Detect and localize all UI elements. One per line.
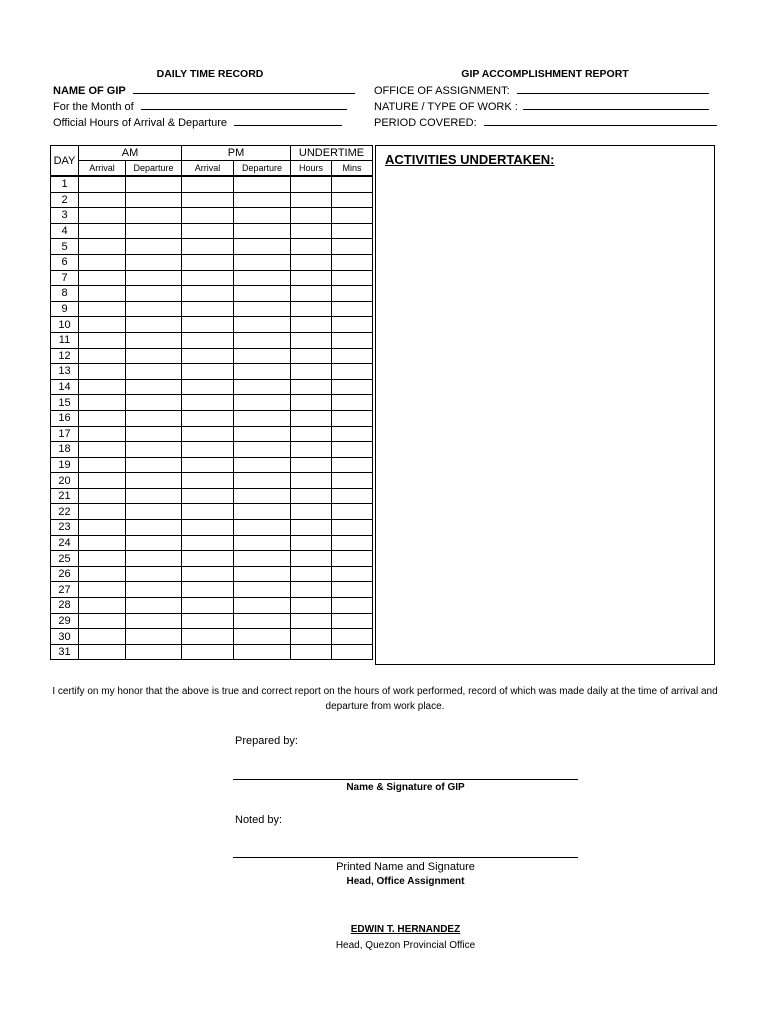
am-departure-cell[interactable]: [126, 301, 182, 317]
undertime-hours-cell[interactable]: [291, 348, 332, 364]
undertime-mins-cell[interactable]: [332, 488, 373, 504]
am-departure-cell[interactable]: [126, 223, 182, 239]
undertime-hours-cell[interactable]: [291, 364, 332, 380]
pm-departure-cell[interactable]: [234, 301, 291, 317]
pm-departure-cell[interactable]: [234, 566, 291, 582]
undertime-mins-cell[interactable]: [332, 582, 373, 598]
undertime-mins-cell[interactable]: [332, 395, 373, 411]
dtr-title: DAILY TIME RECORD: [156, 68, 264, 80]
day-number: 29: [51, 613, 79, 629]
nature-of-work-label: NATURE / TYPE OF WORK :: [374, 101, 518, 113]
pm-arrival-cell[interactable]: [182, 504, 234, 520]
pm-arrival-cell[interactable]: [182, 254, 234, 270]
undertime-hours-cell[interactable]: [291, 598, 332, 614]
am-arrival-cell[interactable]: [79, 520, 126, 536]
pm-arrival-cell[interactable]: [182, 488, 234, 504]
day-column-header: DAY: [51, 146, 79, 177]
pm-arrival-cell[interactable]: [182, 598, 234, 614]
am-arrival-cell[interactable]: [79, 208, 126, 224]
day-number: 9: [51, 301, 79, 317]
pm-arrival-cell[interactable]: [182, 582, 234, 598]
table-row: [51, 379, 373, 395]
table-row: [51, 364, 373, 380]
undertime-mins-cell[interactable]: [332, 613, 373, 629]
certification-text: I certify on my honor that the above is true and correct report on the hours of work performed, record of which was made daily at the time of arrival and departure from work place.: [52, 686, 718, 712]
official-title: Head, Quezon Provincial Office: [335, 940, 476, 951]
office-of-assignment-label: OFFICE OF ASSIGNMENT:: [374, 85, 510, 97]
am-arrival-cell[interactable]: [79, 410, 126, 426]
pm-departure-cell[interactable]: [234, 473, 291, 489]
day-number: 25: [51, 551, 79, 567]
pm-departure-cell[interactable]: [234, 442, 291, 458]
table-row: [51, 208, 373, 224]
table-row: [51, 395, 373, 411]
gip-report-title: GIP ACCOMPLISHMENT REPORT: [461, 68, 629, 80]
am-departure-cell[interactable]: [126, 317, 182, 333]
am-arrival-cell[interactable]: [79, 551, 126, 567]
am-departure-cell[interactable]: [126, 270, 182, 286]
am-departure-cell[interactable]: [126, 582, 182, 598]
pm-arrival-cell[interactable]: [182, 410, 234, 426]
pm-arrival-cell[interactable]: [182, 348, 234, 364]
table-row: [51, 239, 373, 255]
pm-departure-cell[interactable]: [234, 286, 291, 302]
undertime-hours-cell[interactable]: [291, 223, 332, 239]
month-field[interactable]: [53, 99, 347, 113]
pm-departure-cell[interactable]: [234, 348, 291, 364]
month-line: [141, 99, 347, 110]
am-departure-cell[interactable]: [126, 504, 182, 520]
table-row: [51, 317, 373, 333]
table-row: [51, 566, 373, 582]
pm-arrival-cell[interactable]: [182, 301, 234, 317]
undertime-hours-cell[interactable]: [291, 535, 332, 551]
pm-departure-cell[interactable]: [234, 644, 291, 660]
pm-departure-cell[interactable]: [234, 176, 291, 192]
pm-arrival-cell[interactable]: [182, 457, 234, 473]
am-departure-cell[interactable]: [126, 286, 182, 302]
day-number: 12: [51, 348, 79, 364]
official-hours-label: Official Hours of Arrival & Departure: [53, 117, 228, 129]
am-departure-cell[interactable]: [126, 613, 182, 629]
undertime-mins-cell[interactable]: [332, 410, 373, 426]
pm-arrival-cell[interactable]: [182, 629, 234, 645]
am-departure-cell[interactable]: [126, 332, 182, 348]
noted-by-label: Noted by:: [235, 814, 283, 826]
day-number: 1: [51, 176, 79, 192]
am-departure-cell[interactable]: [126, 551, 182, 567]
pm-arrival-cell[interactable]: [182, 364, 234, 380]
am-arrival-cell[interactable]: [79, 598, 126, 614]
am-arrival-cell[interactable]: [79, 223, 126, 239]
pm-arrival-cell[interactable]: [182, 426, 234, 442]
pm-arrival-cell[interactable]: [182, 192, 234, 208]
am-arrival-cell[interactable]: [79, 535, 126, 551]
am-departure-cell[interactable]: [126, 520, 182, 536]
pm-departure-cell[interactable]: [234, 208, 291, 224]
undertime-mins-cell[interactable]: [332, 332, 373, 348]
pm-departure-cell[interactable]: [234, 192, 291, 208]
am-departure-cell[interactable]: [126, 395, 182, 411]
pm-arrival-cell[interactable]: [182, 613, 234, 629]
undertime-mins-cell[interactable]: [332, 644, 373, 660]
undertime-mins-cell[interactable]: [332, 535, 373, 551]
am-arrival-cell[interactable]: [79, 192, 126, 208]
undertime-header: UNDERTIME: [291, 146, 373, 161]
table-row: [51, 598, 373, 614]
undertime-mins-cell[interactable]: [332, 379, 373, 395]
period-covered-field[interactable]: [374, 115, 717, 129]
am-arrival-cell[interactable]: [79, 176, 126, 192]
pm-departure-cell[interactable]: [234, 317, 291, 333]
am-arrival-cell[interactable]: [79, 504, 126, 520]
pm-arrival-cell[interactable]: [182, 208, 234, 224]
pm-arrival-cell[interactable]: [182, 379, 234, 395]
undertime-hours-cell[interactable]: [291, 551, 332, 567]
table-row: [51, 473, 373, 489]
pm-arrival-cell[interactable]: [182, 332, 234, 348]
day-number: 24: [51, 535, 79, 551]
am-departure-cell[interactable]: [126, 379, 182, 395]
pm-arrival-cell[interactable]: [182, 551, 234, 567]
pm-departure-cell[interactable]: [234, 332, 291, 348]
table-row: [51, 348, 373, 364]
undertime-hours-cell[interactable]: [291, 208, 332, 224]
pm-arrival-cell[interactable]: [182, 176, 234, 192]
printed-name-label: Printed Name and Signature: [336, 861, 475, 873]
undertime-hours-cell[interactable]: [291, 192, 332, 208]
undertime-hours-header: Hours: [291, 161, 332, 177]
pm-departure-cell[interactable]: [234, 598, 291, 614]
am-departure-cell[interactable]: [126, 442, 182, 458]
undertime-mins-cell[interactable]: [332, 551, 373, 567]
head-office-label: Head, Office Assignment: [346, 876, 465, 887]
table-row: [51, 426, 373, 442]
am-arrival-cell[interactable]: [79, 566, 126, 582]
am-arrival-cell[interactable]: [79, 254, 126, 270]
am-departure-cell[interactable]: [126, 364, 182, 380]
undertime-hours-cell[interactable]: [291, 457, 332, 473]
day-number: 3: [51, 208, 79, 224]
dtr-table-body: [51, 176, 373, 660]
day-number: 28: [51, 598, 79, 614]
am-departure-cell[interactable]: [126, 239, 182, 255]
undertime-hours-cell[interactable]: [291, 488, 332, 504]
am-departure-cell[interactable]: [126, 208, 182, 224]
prepared-by-label: Prepared by:: [235, 735, 298, 747]
pm-header: PM: [182, 146, 291, 161]
am-arrival-cell[interactable]: [79, 426, 126, 442]
pm-arrival-cell[interactable]: [182, 395, 234, 411]
undertime-mins-cell[interactable]: [332, 364, 373, 380]
undertime-mins-header: Mins: [332, 161, 373, 177]
day-number: 5: [51, 239, 79, 255]
undertime-mins-cell[interactable]: [332, 566, 373, 582]
table-row: [51, 286, 373, 302]
day-number: 4: [51, 223, 79, 239]
undertime-mins-cell[interactable]: [332, 286, 373, 302]
undertime-mins-cell[interactable]: [332, 457, 373, 473]
am-arrival-cell[interactable]: [79, 442, 126, 458]
day-number: 13: [51, 364, 79, 380]
am-arrival-cell[interactable]: [79, 364, 126, 380]
table-row: [51, 442, 373, 458]
table-row: [51, 488, 373, 504]
undertime-hours-cell[interactable]: [291, 317, 332, 333]
undertime-mins-cell[interactable]: [332, 629, 373, 645]
table-row: [51, 644, 373, 660]
am-departure-cell[interactable]: [126, 566, 182, 582]
am-arrival-cell[interactable]: [79, 317, 126, 333]
am-departure-header: Departure: [126, 161, 182, 177]
office-of-assignment-line: [517, 83, 709, 94]
undertime-mins-cell[interactable]: [332, 426, 373, 442]
am-departure-cell[interactable]: [126, 192, 182, 208]
pm-arrival-cell[interactable]: [182, 644, 234, 660]
undertime-hours-cell[interactable]: [291, 301, 332, 317]
pm-arrival-cell[interactable]: [182, 223, 234, 239]
am-arrival-cell[interactable]: [79, 332, 126, 348]
undertime-hours-cell[interactable]: [291, 395, 332, 411]
am-arrival-cell[interactable]: [79, 270, 126, 286]
day-number: 7: [51, 270, 79, 286]
undertime-mins-cell[interactable]: [332, 504, 373, 520]
table-row: [51, 457, 373, 473]
day-number: 18: [51, 442, 79, 458]
undertime-hours-cell[interactable]: [291, 582, 332, 598]
pm-departure-cell[interactable]: [234, 364, 291, 380]
table-row: [51, 223, 373, 239]
pm-departure-cell[interactable]: [234, 223, 291, 239]
daily-time-record-table: [50, 145, 373, 660]
undertime-hours-cell[interactable]: [291, 286, 332, 302]
am-departure-cell[interactable]: [126, 254, 182, 270]
day-number: 23: [51, 520, 79, 536]
name-of-gip-label: NAME OF GIP: [53, 85, 126, 97]
day-number: 21: [51, 488, 79, 504]
undertime-mins-cell[interactable]: [332, 348, 373, 364]
undertime-hours-cell[interactable]: [291, 332, 332, 348]
table-row: [51, 254, 373, 270]
undertime-mins-cell[interactable]: [332, 192, 373, 208]
pm-arrival-cell[interactable]: [182, 442, 234, 458]
head-signature-line[interactable]: [233, 857, 578, 858]
table-row: [51, 504, 373, 520]
day-number: 19: [51, 457, 79, 473]
pm-departure-cell[interactable]: [234, 239, 291, 255]
day-number: 31: [51, 644, 79, 660]
undertime-mins-cell[interactable]: [332, 223, 373, 239]
period-covered-line: [484, 115, 717, 126]
am-arrival-cell[interactable]: [79, 644, 126, 660]
pm-departure-cell[interactable]: [234, 457, 291, 473]
am-arrival-cell[interactable]: [79, 286, 126, 302]
name-of-gip-field[interactable]: [53, 83, 355, 97]
nature-of-work-line: [523, 99, 709, 110]
am-arrival-cell[interactable]: [79, 488, 126, 504]
am-departure-cell[interactable]: [126, 348, 182, 364]
table-row: [51, 301, 373, 317]
pm-arrival-cell[interactable]: [182, 317, 234, 333]
activities-label: ACTIVITIES UNDERTAKEN:: [385, 152, 555, 167]
am-departure-cell[interactable]: [126, 488, 182, 504]
official-name: [233, 924, 578, 935]
am-departure-cell[interactable]: [126, 644, 182, 660]
undertime-mins-cell[interactable]: [332, 301, 373, 317]
table-row: [51, 582, 373, 598]
day-number: 10: [51, 317, 79, 333]
day-number: 30: [51, 629, 79, 645]
day-number: 27: [51, 582, 79, 598]
pm-departure-cell[interactable]: [234, 254, 291, 270]
undertime-mins-cell[interactable]: [332, 598, 373, 614]
gip-signature-line[interactable]: [233, 779, 578, 780]
undertime-mins-cell[interactable]: [332, 208, 373, 224]
day-number: 22: [51, 504, 79, 520]
undertime-mins-cell[interactable]: [332, 317, 373, 333]
day-number: 6: [51, 254, 79, 270]
am-departure-cell[interactable]: [126, 176, 182, 192]
table-row: [51, 629, 373, 645]
am-arrival-cell[interactable]: [79, 395, 126, 411]
am-arrival-header: Arrival: [79, 161, 126, 177]
undertime-hours-cell[interactable]: [291, 410, 332, 426]
day-number: 15: [51, 395, 79, 411]
table-row: [51, 270, 373, 286]
am-departure-cell[interactable]: [126, 629, 182, 645]
undertime-hours-cell[interactable]: [291, 379, 332, 395]
am-departure-cell[interactable]: [126, 473, 182, 489]
pm-arrival-cell[interactable]: [182, 270, 234, 286]
pm-departure-cell[interactable]: [234, 410, 291, 426]
day-number: 16: [51, 410, 79, 426]
official-hours-line: [234, 115, 342, 126]
undertime-hours-cell[interactable]: [291, 239, 332, 255]
office-of-assignment-field[interactable]: [374, 83, 709, 97]
undertime-hours-cell[interactable]: [291, 270, 332, 286]
day-number: 14: [51, 379, 79, 395]
undertime-hours-cell[interactable]: [291, 473, 332, 489]
table-row: [51, 410, 373, 426]
undertime-mins-cell[interactable]: [332, 176, 373, 192]
table-row: [51, 176, 373, 192]
month-label: For the Month of: [53, 101, 134, 113]
pm-arrival-cell[interactable]: [182, 520, 234, 536]
am-departure-cell[interactable]: [126, 426, 182, 442]
am-arrival-cell[interactable]: [79, 457, 126, 473]
undertime-hours-cell[interactable]: [291, 504, 332, 520]
activities-box[interactable]: [375, 145, 715, 665]
am-arrival-cell[interactable]: [79, 613, 126, 629]
day-number: 8: [51, 286, 79, 302]
name-of-gip-line: [133, 83, 355, 94]
pm-departure-header: Departure: [234, 161, 291, 177]
pm-arrival-cell[interactable]: [182, 535, 234, 551]
pm-departure-cell[interactable]: [234, 270, 291, 286]
pm-departure-cell[interactable]: [234, 535, 291, 551]
am-arrival-cell[interactable]: [79, 239, 126, 255]
undertime-mins-cell[interactable]: [332, 473, 373, 489]
pm-departure-cell[interactable]: [234, 551, 291, 567]
table-row: [51, 535, 373, 551]
undertime-hours-cell[interactable]: [291, 254, 332, 270]
undertime-hours-cell[interactable]: [291, 644, 332, 660]
undertime-mins-cell[interactable]: [332, 442, 373, 458]
am-departure-cell[interactable]: [126, 457, 182, 473]
pm-departure-cell[interactable]: [234, 395, 291, 411]
pm-departure-cell[interactable]: [234, 582, 291, 598]
undertime-hours-cell[interactable]: [291, 442, 332, 458]
official-hours-field[interactable]: [53, 115, 342, 129]
undertime-hours-cell[interactable]: [291, 629, 332, 645]
pm-departure-cell[interactable]: [234, 520, 291, 536]
am-arrival-cell[interactable]: [79, 582, 126, 598]
am-arrival-cell[interactable]: [79, 348, 126, 364]
am-arrival-cell[interactable]: [79, 473, 126, 489]
pm-arrival-cell[interactable]: [182, 473, 234, 489]
pm-departure-cell[interactable]: [234, 613, 291, 629]
pm-departure-cell[interactable]: [234, 379, 291, 395]
day-number: 26: [51, 566, 79, 582]
undertime-hours-cell[interactable]: [291, 520, 332, 536]
day-number: 17: [51, 426, 79, 442]
undertime-hours-cell[interactable]: [291, 176, 332, 192]
gip-signature-label: Name & Signature of GIP: [346, 782, 465, 793]
am-arrival-cell[interactable]: [79, 301, 126, 317]
day-number: 2: [51, 192, 79, 208]
am-arrival-cell[interactable]: [79, 629, 126, 645]
pm-arrival-cell[interactable]: [182, 566, 234, 582]
pm-departure-cell[interactable]: [234, 488, 291, 504]
undertime-mins-cell[interactable]: [332, 270, 373, 286]
undertime-mins-cell[interactable]: [332, 520, 373, 536]
day-number: 11: [51, 332, 79, 348]
day-number: 20: [51, 473, 79, 489]
undertime-hours-cell[interactable]: [291, 613, 332, 629]
pm-arrival-cell[interactable]: [182, 286, 234, 302]
am-departure-cell[interactable]: [126, 535, 182, 551]
pm-departure-cell[interactable]: [234, 426, 291, 442]
am-departure-cell[interactable]: [126, 598, 182, 614]
undertime-hours-cell[interactable]: [291, 426, 332, 442]
table-row: [51, 551, 373, 567]
am-arrival-cell[interactable]: [79, 379, 126, 395]
official-name-text: EDWIN T. HERNANDEZ: [350, 924, 461, 935]
table-row: [51, 332, 373, 348]
table-row: [51, 192, 373, 208]
undertime-mins-cell[interactable]: [332, 239, 373, 255]
period-covered-label: PERIOD COVERED:: [374, 117, 477, 129]
undertime-mins-cell[interactable]: [332, 254, 373, 270]
table-row: [51, 613, 373, 629]
pm-arrival-header: Arrival: [182, 161, 234, 177]
nature-of-work-field[interactable]: [374, 99, 709, 113]
am-header: AM: [79, 146, 182, 161]
table-row: [51, 520, 373, 536]
pm-arrival-cell[interactable]: [182, 239, 234, 255]
am-departure-cell[interactable]: [126, 410, 182, 426]
undertime-hours-cell[interactable]: [291, 566, 332, 582]
pm-departure-cell[interactable]: [234, 504, 291, 520]
pm-departure-cell[interactable]: [234, 629, 291, 645]
